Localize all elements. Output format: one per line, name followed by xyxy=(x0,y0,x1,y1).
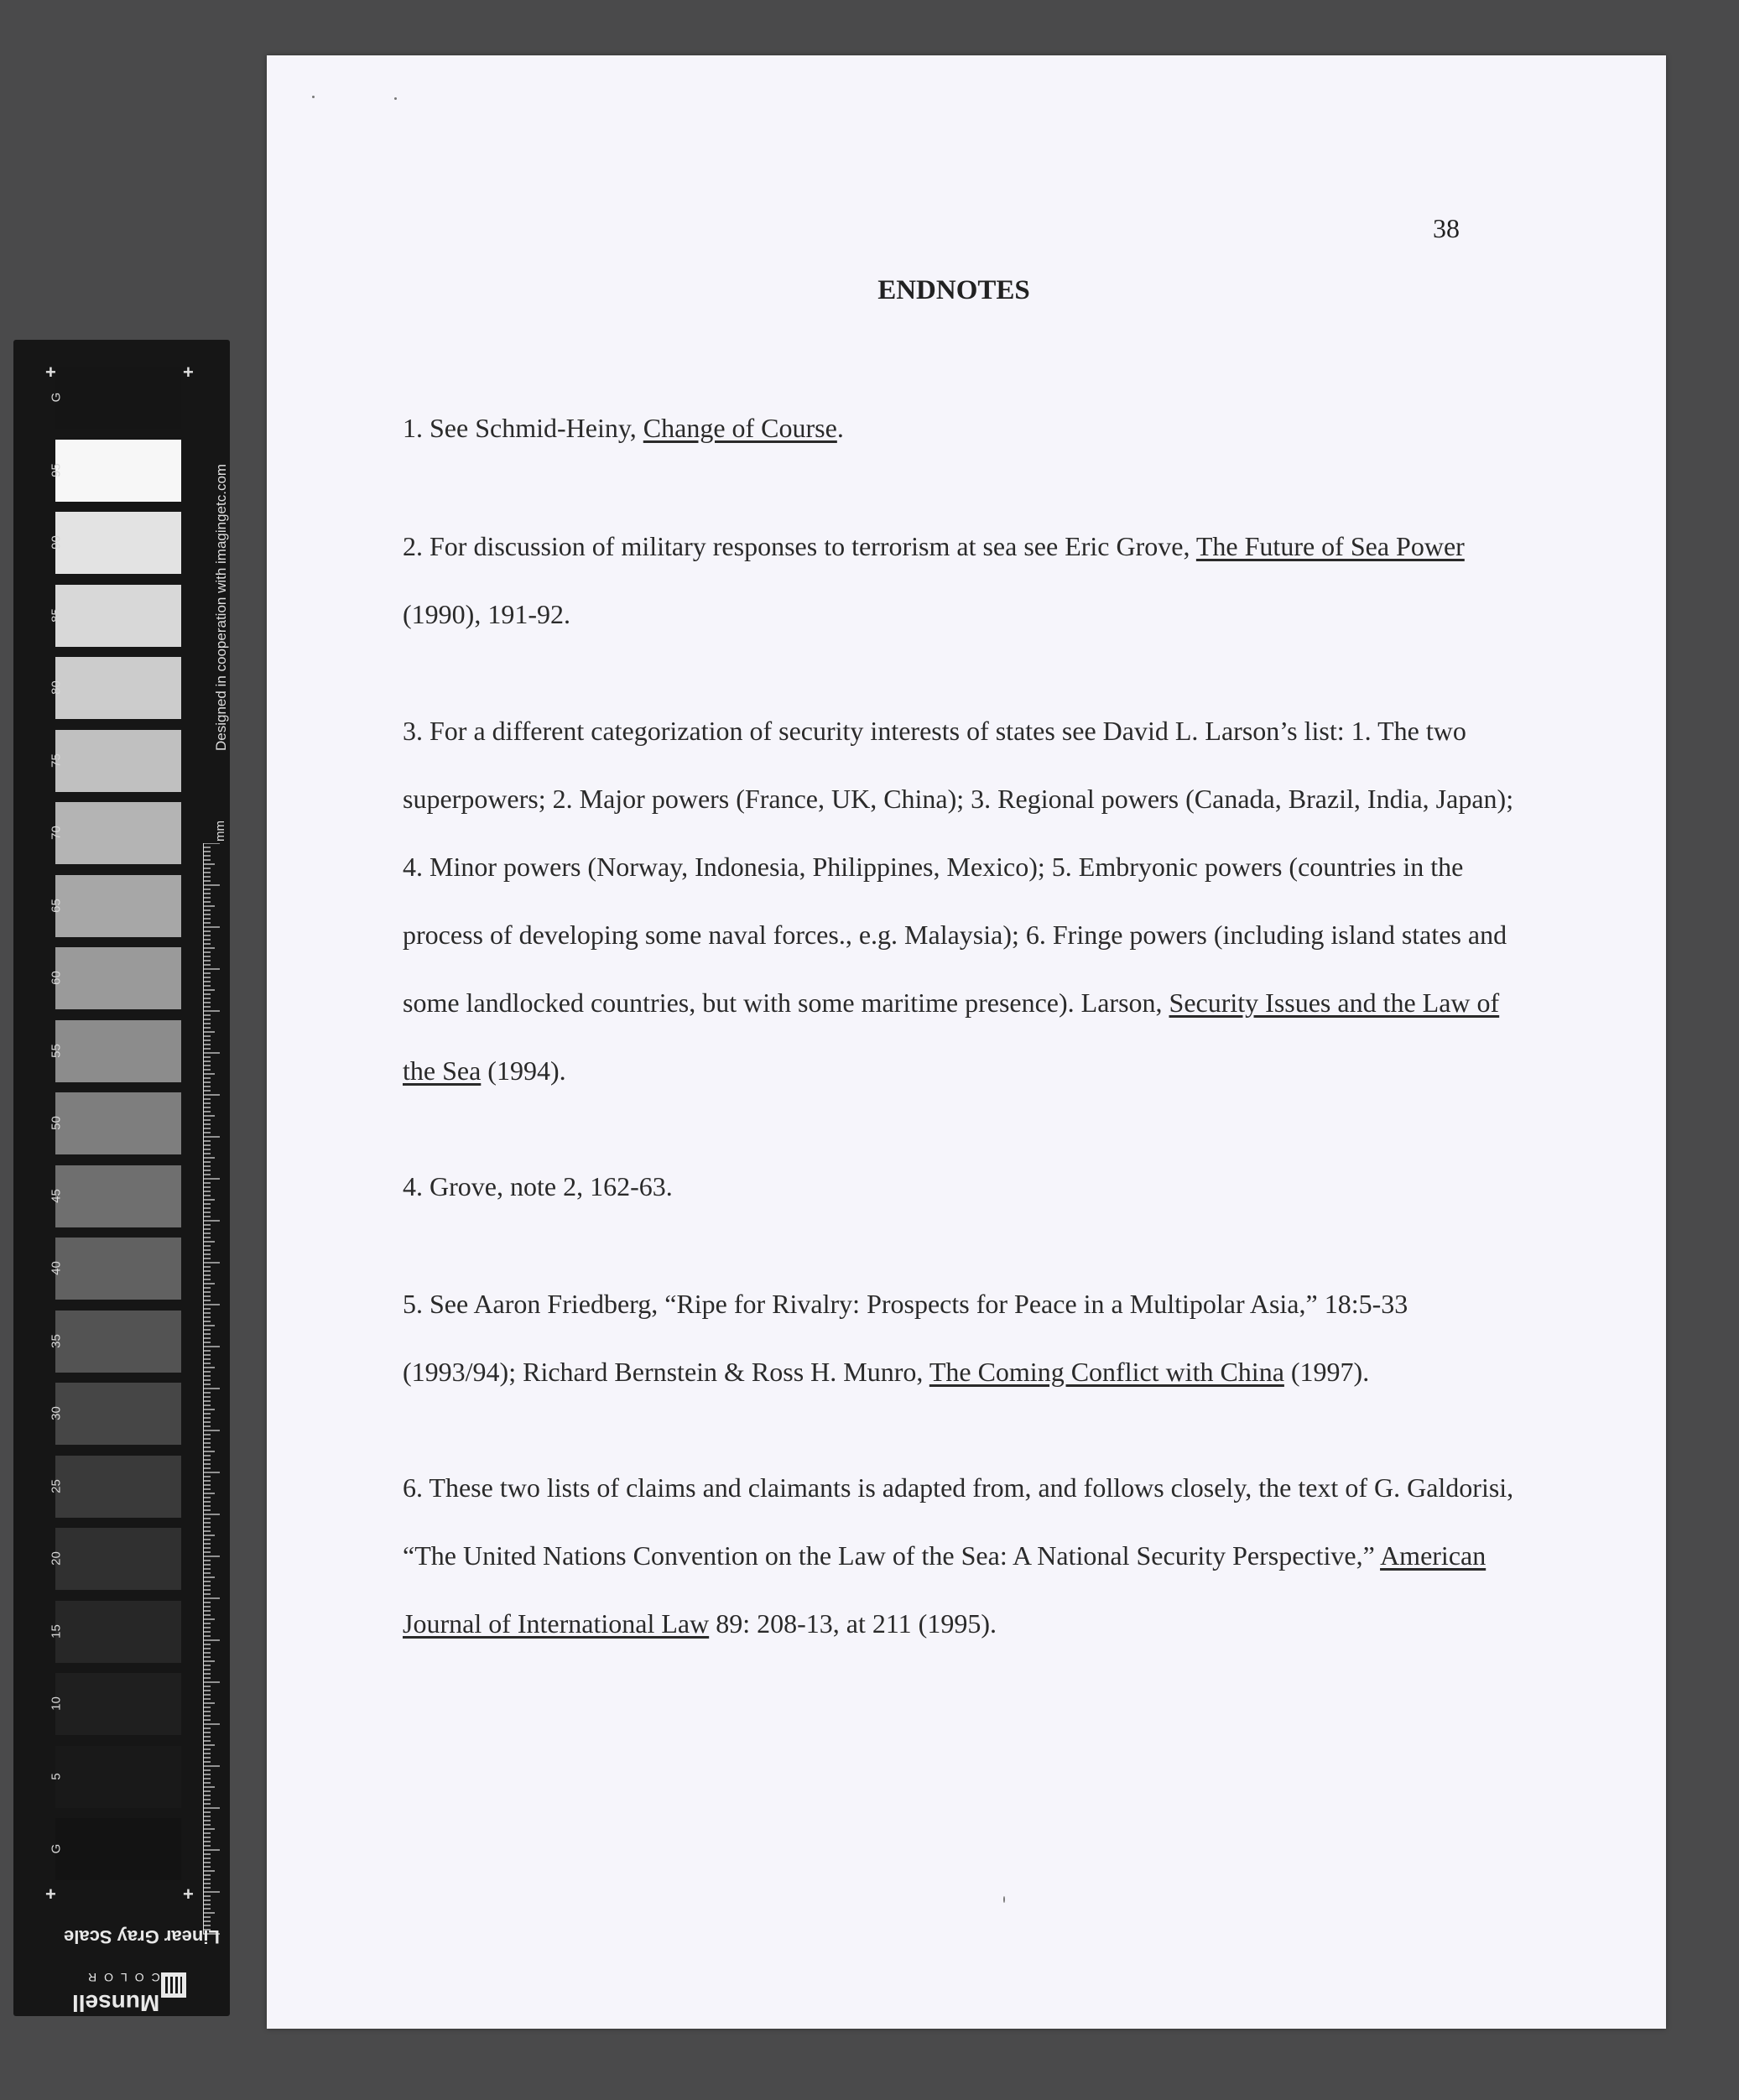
gray-level-label: 5 xyxy=(49,1772,64,1780)
gray-level-label: 25 xyxy=(49,1478,64,1493)
gray-patch xyxy=(55,657,181,719)
endnote-2 xyxy=(403,513,1518,649)
endnote-4 xyxy=(403,1153,1518,1221)
gray-patch xyxy=(55,1601,181,1663)
endnote-6 xyxy=(403,1454,1518,1658)
gray-level-label: 65 xyxy=(49,898,64,913)
gray-patch xyxy=(55,367,181,429)
gray-patch xyxy=(55,730,181,792)
note-text: 4. Grove, note 2, 162-63. xyxy=(403,1171,673,1201)
munsell-logo-icon xyxy=(161,1972,186,1998)
gray-patch xyxy=(55,1092,181,1154)
note-text: 2. For discussion of military responses to terrorism at sea see Eric Grove, xyxy=(403,531,1196,561)
cited-title: The Coming Conflict with China xyxy=(929,1357,1284,1387)
cited-title: Security Issues and the Law of the Sea xyxy=(403,987,1500,1086)
gray-level-label: 50 xyxy=(49,1116,64,1130)
note-text: 5. See Aaron Friedberg, “Ripe for Rivalry: Prospects for Peace in a Multipolar Asia,” 18:5-33 (1993/94); Richard Bernstein & Ross H. Munro, xyxy=(403,1289,1408,1387)
gray-level-label: 85 xyxy=(49,607,64,623)
note-text: 3. For a different categorization of security interests of states see David L. Larson’s list: 1. The two superpowers; 2. Major powers (France, UK, China); 3. Regional powers (Canada, Brazil, India, Japan); 4. Minor powers (Norway, Indonesia, Philippines, Mexico); 5. Embryonic powers (countries in the process of developing some naval forces., e.g. Malaysia); 6. Fringe powers (including island states and some landlocked countries, but with some maritime presence). Larson, xyxy=(403,716,1514,1018)
gray-patch xyxy=(55,1165,181,1227)
mm-ruler xyxy=(203,843,221,1938)
gray-level-label: 30 xyxy=(49,1406,64,1420)
note-text: (1997). xyxy=(1283,1357,1370,1387)
gray-level-label: 45 xyxy=(49,1188,64,1203)
gray-patch xyxy=(55,1020,181,1082)
gray-patch xyxy=(55,1311,181,1373)
unit-label: mm xyxy=(213,821,227,842)
note-text: . xyxy=(836,413,844,443)
page-heading: ENDNOTES xyxy=(877,275,1030,305)
gray-level-label: 70 xyxy=(49,826,64,840)
registration-mark: + xyxy=(183,1884,194,1905)
endnote-5 xyxy=(403,1270,1518,1406)
gray-level-label: 80 xyxy=(49,680,64,695)
brand-sub: COLOR xyxy=(81,1971,160,1984)
cited-title: American Journal of International Law xyxy=(403,1540,1486,1639)
registration-mark: + xyxy=(45,1884,56,1905)
gray-patch xyxy=(55,585,181,647)
cited-title: Change of Course xyxy=(643,413,837,443)
gray-patch xyxy=(55,1673,181,1735)
registration-mark: + xyxy=(45,362,56,383)
gray-level-label: 60 xyxy=(49,971,64,985)
gray-level-label: 15 xyxy=(49,1623,64,1639)
card-title: Linear Gray Scale xyxy=(64,1926,220,1947)
registration-mark: + xyxy=(183,362,194,383)
gray-patch xyxy=(55,1383,181,1445)
gray-patch xyxy=(55,1746,181,1808)
page-number: 38 xyxy=(1433,213,1460,243)
gray-patch xyxy=(55,947,181,1009)
endnote-3 xyxy=(403,697,1518,1105)
scan-speck xyxy=(312,96,315,98)
gray-level-label: G xyxy=(49,1843,64,1854)
endnote-1 xyxy=(403,394,1518,462)
gray-level-label: 35 xyxy=(49,1333,64,1348)
gray-level-label: 20 xyxy=(49,1551,64,1566)
gray-patch xyxy=(55,1528,181,1590)
gray-level-label: G xyxy=(49,392,64,403)
gray-level-label: 75 xyxy=(49,753,64,768)
brand-name: Munsell xyxy=(72,1990,160,2016)
scan-speck xyxy=(394,97,397,100)
note-text: 6. These two lists of claims and claimants is adapted from, and follows closely, the text of G. Galdorisi, “The United Nations Convention on the Law of the Sea: A National Security Perspective,” xyxy=(403,1472,1514,1571)
gray-level-label: 55 xyxy=(49,1043,64,1058)
gray-level-label: 90 xyxy=(49,535,64,550)
gray-patch xyxy=(55,440,181,502)
gray-patch xyxy=(55,512,181,574)
note-text: 89: 208-13, at 211 (1995). xyxy=(709,1608,997,1639)
gray-patch xyxy=(55,1818,181,1880)
gray-level-label: 40 xyxy=(49,1261,64,1275)
gray-level-label: 95 xyxy=(49,462,64,477)
cited-title: The Future of Sea Power xyxy=(1195,531,1465,561)
note-text: 1. See Schmid-Heiny, xyxy=(403,413,643,443)
gray-patch xyxy=(55,1238,181,1300)
gray-level-label: 10 xyxy=(49,1696,64,1711)
gray-patch xyxy=(55,875,181,937)
note-text: (1990), 191-92. xyxy=(403,599,570,629)
scan-speck xyxy=(1003,1896,1005,1903)
gray-patch xyxy=(55,802,181,864)
note-text: (1994). xyxy=(481,1055,566,1086)
gray-scale-card xyxy=(13,340,230,2016)
designed-text: Designed in cooperation with imagingetc.com xyxy=(213,463,229,751)
gray-patch xyxy=(55,1456,181,1518)
